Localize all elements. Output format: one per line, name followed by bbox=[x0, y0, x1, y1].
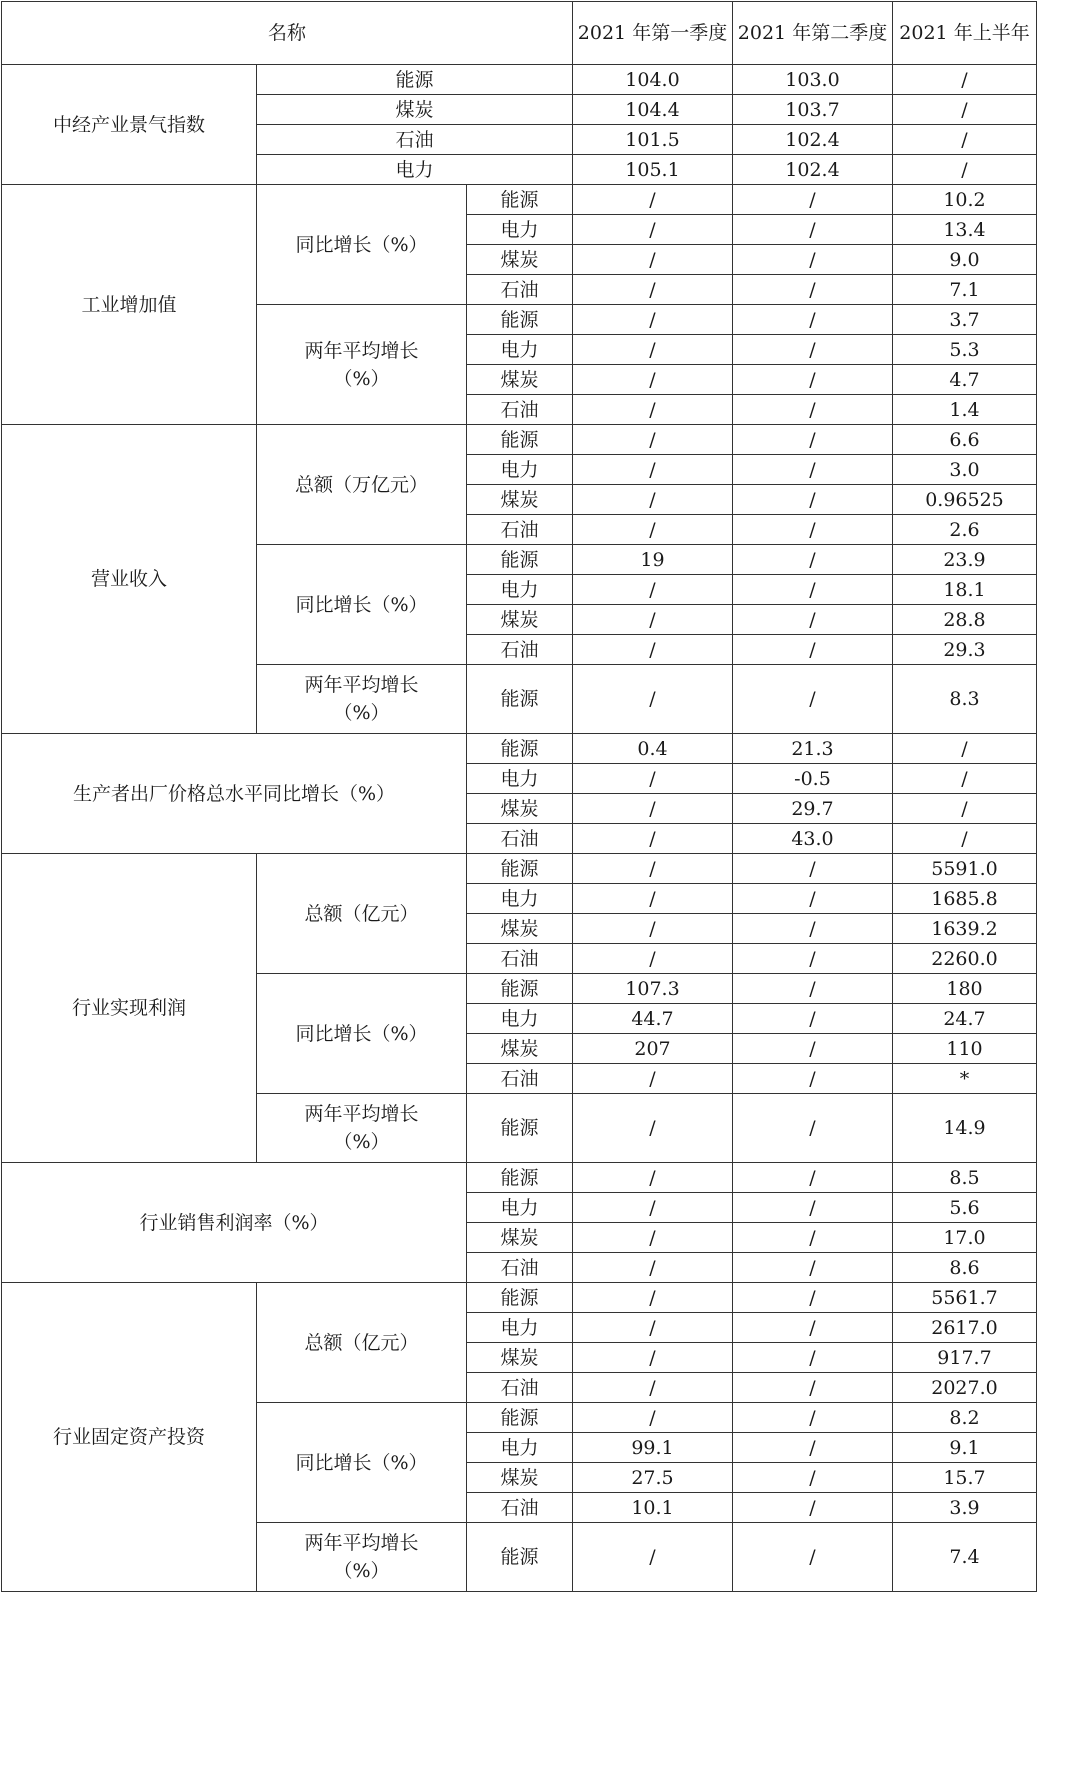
table-row bbox=[2, 425, 1037, 455]
cell-q2: / bbox=[733, 575, 893, 605]
cell-h1: 1.4 bbox=[893, 395, 1037, 425]
group-label-line-2: （%） bbox=[333, 1560, 390, 1582]
cell-q2: / bbox=[733, 1094, 893, 1163]
row-item: 能源 bbox=[467, 1523, 573, 1592]
group-label-line-1: 两年平均增长 bbox=[304, 1103, 419, 1125]
cell-q2: -0.5 bbox=[733, 764, 893, 794]
row-item: 能源 bbox=[467, 734, 573, 764]
cell-q1: / bbox=[573, 854, 733, 884]
row-item: 石油 bbox=[467, 944, 573, 974]
row-item: 能源 bbox=[467, 1283, 573, 1313]
cell-q1: / bbox=[573, 1403, 733, 1433]
cell-h1: * bbox=[893, 1064, 1037, 1094]
row-item: 电力 bbox=[467, 1004, 573, 1034]
section-label: 中经产业景气指数 bbox=[2, 65, 257, 185]
cell-q1: / bbox=[573, 1094, 733, 1163]
cell-q2: 102.4 bbox=[733, 125, 893, 155]
row-item: 石油 bbox=[467, 635, 573, 665]
cell-q2: / bbox=[733, 425, 893, 455]
cell-q1: / bbox=[573, 914, 733, 944]
energy-industry-table bbox=[1, 1, 1037, 1592]
row-item: 煤炭 bbox=[467, 1223, 573, 1253]
cell-q1: 105.1 bbox=[573, 155, 733, 185]
row-item: 电力 bbox=[467, 215, 573, 245]
cell-h1: 28.8 bbox=[893, 605, 1037, 635]
cell-q1: 44.7 bbox=[573, 1004, 733, 1034]
table-row bbox=[2, 854, 1037, 884]
header-h1: 2021 年上半年 bbox=[893, 2, 1037, 65]
row-item: 煤炭 bbox=[467, 1463, 573, 1493]
cell-q1: / bbox=[573, 1523, 733, 1592]
row-item: 煤炭 bbox=[467, 1343, 573, 1373]
cell-q1: / bbox=[573, 425, 733, 455]
cell-h1: / bbox=[893, 65, 1037, 95]
row-item: 电力 bbox=[467, 884, 573, 914]
cell-q1: / bbox=[573, 215, 733, 245]
row-item: 石油 bbox=[257, 125, 573, 155]
row-item: 电力 bbox=[257, 155, 573, 185]
cell-q1: / bbox=[573, 605, 733, 635]
cell-h1: 110 bbox=[893, 1034, 1037, 1064]
row-item: 石油 bbox=[467, 1064, 573, 1094]
cell-q1: / bbox=[573, 1343, 733, 1373]
cell-h1: 3.7 bbox=[893, 305, 1037, 335]
group-label-line-1: 两年平均增长 bbox=[304, 674, 419, 696]
cell-q2: / bbox=[733, 974, 893, 1004]
section-label: 工业增加值 bbox=[2, 185, 257, 425]
row-item: 电力 bbox=[467, 1313, 573, 1343]
cell-q1: 104.0 bbox=[573, 65, 733, 95]
group-label: 总额（亿元） bbox=[257, 854, 467, 974]
row-item: 煤炭 bbox=[467, 794, 573, 824]
row-item: 能源 bbox=[467, 665, 573, 734]
cell-q1: / bbox=[573, 185, 733, 215]
cell-q1: / bbox=[573, 395, 733, 425]
data-table-container bbox=[1, 1, 1037, 1592]
table-row bbox=[2, 1283, 1037, 1313]
cell-h1: / bbox=[893, 764, 1037, 794]
cell-h1: 9.1 bbox=[893, 1433, 1037, 1463]
cell-q1: / bbox=[573, 485, 733, 515]
header-name: 名称 bbox=[2, 2, 573, 65]
cell-h1: / bbox=[893, 734, 1037, 764]
cell-q2: / bbox=[733, 914, 893, 944]
cell-q1: 207 bbox=[573, 1034, 733, 1064]
row-item: 能源 bbox=[467, 854, 573, 884]
cell-h1: 7.4 bbox=[893, 1523, 1037, 1592]
row-item: 石油 bbox=[467, 1493, 573, 1523]
cell-q1: 107.3 bbox=[573, 974, 733, 1004]
cell-q1: / bbox=[573, 824, 733, 854]
cell-q1: / bbox=[573, 764, 733, 794]
cell-q1: / bbox=[573, 635, 733, 665]
cell-h1: 29.3 bbox=[893, 635, 1037, 665]
row-item: 石油 bbox=[467, 395, 573, 425]
cell-q1: / bbox=[573, 1253, 733, 1283]
cell-h1: 18.1 bbox=[893, 575, 1037, 605]
row-item: 煤炭 bbox=[257, 95, 573, 125]
cell-q1: / bbox=[573, 794, 733, 824]
cell-q1: / bbox=[573, 335, 733, 365]
cell-q1: / bbox=[573, 245, 733, 275]
group-label-line-1: 两年平均增长 bbox=[304, 1532, 419, 1554]
cell-h1: 24.7 bbox=[893, 1004, 1037, 1034]
table-row bbox=[2, 734, 1037, 764]
cell-h1: 2617.0 bbox=[893, 1313, 1037, 1343]
cell-q2: / bbox=[733, 185, 893, 215]
cell-q1: / bbox=[573, 944, 733, 974]
row-item: 石油 bbox=[467, 515, 573, 545]
row-item: 能源 bbox=[467, 425, 573, 455]
cell-q1: 99.1 bbox=[573, 1433, 733, 1463]
cell-q1: / bbox=[573, 455, 733, 485]
cell-h1: 2.6 bbox=[893, 515, 1037, 545]
row-item: 能源 bbox=[257, 65, 573, 95]
cell-q1: / bbox=[573, 1223, 733, 1253]
cell-q2: / bbox=[733, 635, 893, 665]
cell-h1: 5.3 bbox=[893, 335, 1037, 365]
cell-h1: / bbox=[893, 95, 1037, 125]
section-label: 行业固定资产投资 bbox=[2, 1283, 257, 1592]
group-label: 同比增长（%） bbox=[257, 545, 467, 665]
cell-h1: 8.2 bbox=[893, 1403, 1037, 1433]
cell-q2: / bbox=[733, 335, 893, 365]
cell-q2: / bbox=[733, 665, 893, 734]
group-label: 同比增长（%） bbox=[257, 185, 467, 305]
cell-h1: 9.0 bbox=[893, 245, 1037, 275]
group-label-line-2: （%） bbox=[333, 367, 390, 390]
cell-q2: / bbox=[733, 1283, 893, 1313]
cell-h1: 7.1 bbox=[893, 275, 1037, 305]
cell-q1: / bbox=[573, 1193, 733, 1223]
cell-q2: / bbox=[733, 455, 893, 485]
cell-q2: / bbox=[733, 1403, 893, 1433]
row-item: 能源 bbox=[467, 185, 573, 215]
row-item: 电力 bbox=[467, 575, 573, 605]
cell-h1: 2027.0 bbox=[893, 1373, 1037, 1403]
cell-h1: 15.7 bbox=[893, 1463, 1037, 1493]
row-item: 煤炭 bbox=[467, 1034, 573, 1064]
cell-q2: / bbox=[733, 305, 893, 335]
cell-q2: 29.7 bbox=[733, 794, 893, 824]
header-q1: 2021 年第一季度 bbox=[573, 2, 733, 65]
cell-q2: / bbox=[733, 545, 893, 575]
cell-q2: / bbox=[733, 485, 893, 515]
cell-h1: 10.2 bbox=[893, 185, 1037, 215]
row-item: 石油 bbox=[467, 1253, 573, 1283]
section-label: 行业销售利润率（%） bbox=[2, 1163, 467, 1283]
cell-q2: / bbox=[733, 1193, 893, 1223]
cell-h1: / bbox=[893, 794, 1037, 824]
row-item: 能源 bbox=[467, 1094, 573, 1163]
group-label-line-1: 两年平均增长 bbox=[304, 339, 419, 362]
cell-q2: / bbox=[733, 215, 893, 245]
cell-q1: / bbox=[573, 575, 733, 605]
cell-h1: 13.4 bbox=[893, 215, 1037, 245]
cell-q1: 10.1 bbox=[573, 1493, 733, 1523]
cell-q1: / bbox=[573, 665, 733, 734]
section-label: 营业收入 bbox=[2, 425, 257, 734]
group-label-line-2: （%） bbox=[333, 1131, 390, 1153]
cell-q2: 102.4 bbox=[733, 155, 893, 185]
cell-h1: 5591.0 bbox=[893, 854, 1037, 884]
cell-h1: 8.3 bbox=[893, 665, 1037, 734]
row-item: 电力 bbox=[467, 455, 573, 485]
group-label bbox=[257, 1523, 467, 1592]
row-item: 煤炭 bbox=[467, 245, 573, 275]
cell-h1: / bbox=[893, 155, 1037, 185]
cell-q2: / bbox=[733, 1313, 893, 1343]
cell-h1: 5561.7 bbox=[893, 1283, 1037, 1313]
cell-q1: / bbox=[573, 884, 733, 914]
cell-h1: / bbox=[893, 125, 1037, 155]
cell-q2: / bbox=[733, 1493, 893, 1523]
cell-q2: / bbox=[733, 1463, 893, 1493]
group-label bbox=[257, 1094, 467, 1163]
cell-h1: 2260.0 bbox=[893, 944, 1037, 974]
cell-q2: / bbox=[733, 365, 893, 395]
cell-q1: / bbox=[573, 365, 733, 395]
group-label: 同比增长（%） bbox=[257, 1403, 467, 1523]
group-label-line-2: （%） bbox=[333, 702, 390, 724]
cell-q1: / bbox=[573, 275, 733, 305]
cell-h1: 17.0 bbox=[893, 1223, 1037, 1253]
row-item: 电力 bbox=[467, 1433, 573, 1463]
table-row bbox=[2, 185, 1037, 215]
row-item: 石油 bbox=[467, 824, 573, 854]
cell-h1: / bbox=[893, 824, 1037, 854]
row-item: 能源 bbox=[467, 305, 573, 335]
cell-q2: / bbox=[733, 1223, 893, 1253]
table-row bbox=[2, 1163, 1037, 1193]
cell-h1: 1685.8 bbox=[893, 884, 1037, 914]
cell-q1: / bbox=[573, 1064, 733, 1094]
cell-q2: / bbox=[733, 395, 893, 425]
cell-q2: 21.3 bbox=[733, 734, 893, 764]
cell-h1: 6.6 bbox=[893, 425, 1037, 455]
cell-h1: 4.7 bbox=[893, 365, 1037, 395]
cell-q1: / bbox=[573, 1313, 733, 1343]
cell-q1: 101.5 bbox=[573, 125, 733, 155]
group-label bbox=[257, 665, 467, 734]
row-item: 电力 bbox=[467, 1193, 573, 1223]
cell-q1: 27.5 bbox=[573, 1463, 733, 1493]
cell-q1: 19 bbox=[573, 545, 733, 575]
row-item: 煤炭 bbox=[467, 914, 573, 944]
section-label: 生产者出厂价格总水平同比增长（%） bbox=[2, 734, 467, 854]
cell-q2: / bbox=[733, 1163, 893, 1193]
cell-q1: / bbox=[573, 305, 733, 335]
cell-h1: 3.0 bbox=[893, 455, 1037, 485]
cell-h1: 3.9 bbox=[893, 1493, 1037, 1523]
cell-q2: / bbox=[733, 1064, 893, 1094]
row-item: 能源 bbox=[467, 1403, 573, 1433]
cell-q2: 43.0 bbox=[733, 824, 893, 854]
group-label: 总额（亿元） bbox=[257, 1283, 467, 1403]
row-item: 能源 bbox=[467, 974, 573, 1004]
cell-q1: 0.4 bbox=[573, 734, 733, 764]
row-item: 煤炭 bbox=[467, 605, 573, 635]
header-row bbox=[2, 2, 1037, 65]
cell-q2: / bbox=[733, 1433, 893, 1463]
cell-q2: 103.7 bbox=[733, 95, 893, 125]
cell-q2: / bbox=[733, 884, 893, 914]
group-label: 同比增长（%） bbox=[257, 974, 467, 1094]
row-item: 煤炭 bbox=[467, 485, 573, 515]
cell-q1: / bbox=[573, 1373, 733, 1403]
cell-q2: / bbox=[733, 1343, 893, 1373]
cell-q2: 103.0 bbox=[733, 65, 893, 95]
cell-q2: / bbox=[733, 1253, 893, 1283]
cell-q2: / bbox=[733, 1373, 893, 1403]
row-item: 煤炭 bbox=[467, 365, 573, 395]
cell-h1: 180 bbox=[893, 974, 1037, 1004]
cell-h1: 917.7 bbox=[893, 1343, 1037, 1373]
cell-q2: / bbox=[733, 1523, 893, 1592]
group-label bbox=[257, 305, 467, 425]
section-label: 行业实现利润 bbox=[2, 854, 257, 1163]
cell-h1: 14.9 bbox=[893, 1094, 1037, 1163]
cell-q2: / bbox=[733, 275, 893, 305]
row-item: 石油 bbox=[467, 1373, 573, 1403]
cell-h1: 0.96525 bbox=[893, 485, 1037, 515]
cell-q1: 104.4 bbox=[573, 95, 733, 125]
row-item: 石油 bbox=[467, 275, 573, 305]
row-item: 电力 bbox=[467, 764, 573, 794]
header-q2: 2021 年第二季度 bbox=[733, 2, 893, 65]
cell-q2: / bbox=[733, 515, 893, 545]
row-item: 电力 bbox=[467, 335, 573, 365]
cell-q2: / bbox=[733, 1034, 893, 1064]
cell-q2: / bbox=[733, 944, 893, 974]
cell-h1: 8.5 bbox=[893, 1163, 1037, 1193]
cell-h1: 8.6 bbox=[893, 1253, 1037, 1283]
cell-q2: / bbox=[733, 605, 893, 635]
row-item: 能源 bbox=[467, 545, 573, 575]
row-item: 能源 bbox=[467, 1163, 573, 1193]
cell-q1: / bbox=[573, 1283, 733, 1313]
cell-h1: 5.6 bbox=[893, 1193, 1037, 1223]
cell-q2: / bbox=[733, 854, 893, 884]
cell-q2: / bbox=[733, 245, 893, 275]
cell-q2: / bbox=[733, 1004, 893, 1034]
cell-h1: 23.9 bbox=[893, 545, 1037, 575]
cell-q1: / bbox=[573, 1163, 733, 1193]
cell-q1: / bbox=[573, 515, 733, 545]
group-label: 总额（万亿元） bbox=[257, 425, 467, 545]
table-row bbox=[2, 65, 1037, 95]
cell-h1: 1639.2 bbox=[893, 914, 1037, 944]
